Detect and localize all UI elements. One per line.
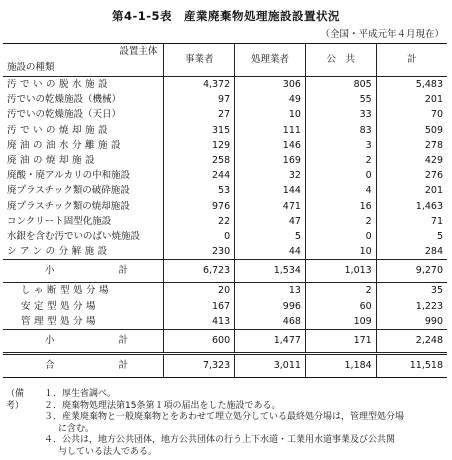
value-public: 0 bbox=[305, 168, 376, 183]
row-label: 汚でいの脱水施設 bbox=[3, 77, 164, 93]
value-public: 2 bbox=[305, 283, 376, 299]
label-left: 合 bbox=[45, 360, 55, 372]
corner-top-label: 設置主体 bbox=[3, 44, 164, 61]
table-row bbox=[3, 299, 447, 314]
table-row bbox=[3, 77, 447, 93]
value-total: 5 bbox=[376, 229, 447, 244]
table-row bbox=[3, 244, 447, 260]
subtotal-row-2-label bbox=[3, 330, 164, 354]
value-public: 10 bbox=[305, 244, 376, 260]
row-label: 汚でいの乾燥施設（機械） bbox=[7, 94, 122, 106]
value-public: 109 bbox=[305, 314, 376, 330]
table-row bbox=[3, 107, 447, 122]
value-public: 16 bbox=[305, 199, 376, 214]
value-contractor: 169 bbox=[235, 153, 306, 168]
subtotal-row-1 bbox=[3, 260, 447, 283]
table-row bbox=[3, 183, 447, 198]
value-total: 71 bbox=[376, 214, 447, 229]
value-total: 35 bbox=[376, 283, 447, 299]
value-business: 20 bbox=[164, 283, 235, 299]
value-total: 2,248 bbox=[376, 330, 447, 354]
note-item: ４．公共は，地方公共団体，地方公共団体の行う上下水道・工業用水道事業及び公共関 bbox=[44, 435, 396, 445]
value-business: 167 bbox=[164, 299, 235, 314]
note-item: に含む。 bbox=[58, 423, 95, 434]
row-label: 廃油の油水分離施設 bbox=[7, 139, 125, 151]
value-public: 2 bbox=[305, 214, 376, 229]
value-business: 230 bbox=[164, 244, 235, 260]
value-contractor: 47 bbox=[235, 214, 306, 229]
value-total: 5,483 bbox=[376, 77, 447, 93]
value-public: 33 bbox=[305, 107, 376, 122]
value-total: 201 bbox=[376, 183, 447, 198]
label-left: 小 bbox=[45, 335, 55, 347]
value-contractor: 13 bbox=[235, 283, 306, 299]
value-public: 55 bbox=[305, 92, 376, 107]
value-contractor: 306 bbox=[235, 77, 306, 93]
table-row bbox=[3, 214, 447, 229]
value-total: 509 bbox=[376, 123, 447, 138]
value-public: 171 bbox=[305, 330, 376, 354]
value-contractor: 49 bbox=[235, 92, 306, 107]
value-business: 4,372 bbox=[164, 77, 235, 93]
value-total: 990 bbox=[376, 314, 447, 330]
value-total: 1,463 bbox=[376, 199, 447, 214]
header-row-top bbox=[3, 44, 447, 61]
total-row-label bbox=[3, 354, 164, 378]
value-total: 11,518 bbox=[376, 354, 447, 378]
col-header-public: 公 共 bbox=[305, 44, 376, 77]
value-total: 9,270 bbox=[376, 260, 447, 283]
value-business: 129 bbox=[164, 138, 235, 153]
value-public: 4 bbox=[305, 183, 376, 198]
row-label: 廃プラスチック類の破砕施設 bbox=[7, 185, 130, 197]
row-label: 管理型処分場 bbox=[21, 315, 100, 327]
value-contractor: 146 bbox=[235, 138, 306, 153]
value-contractor: 5 bbox=[235, 229, 306, 244]
row-label: 廃酸・廃アルカリの中和施設 bbox=[7, 170, 131, 182]
table-row bbox=[3, 229, 447, 244]
row-label: 安定型処分場 bbox=[21, 300, 100, 312]
label-right: 計 bbox=[118, 265, 129, 277]
facility-table bbox=[3, 43, 447, 378]
subtotal-row-1-label bbox=[3, 260, 164, 283]
corner-bottom-label: 施設の種類 bbox=[7, 62, 55, 73]
value-business: 258 bbox=[164, 153, 235, 168]
table-row bbox=[3, 153, 447, 168]
value-business: 22 bbox=[164, 214, 235, 229]
value-total: 284 bbox=[376, 244, 447, 260]
value-business: 27 bbox=[164, 107, 235, 122]
table-row bbox=[3, 168, 447, 183]
row-label: 水銀を含む汚でいのばい焼施設 bbox=[7, 231, 141, 243]
value-public: 3 bbox=[305, 138, 376, 153]
value-business: 976 bbox=[164, 199, 235, 214]
note-item: ３．産業廃棄物と一般廃棄物とをあわせて埋立処分している最終処分場は，管理型処分場 bbox=[44, 412, 405, 422]
table-row bbox=[3, 92, 447, 107]
value-total: 429 bbox=[376, 153, 447, 168]
value-business: 7,323 bbox=[164, 354, 235, 378]
value-public: 1,013 bbox=[305, 260, 376, 283]
table-row bbox=[3, 138, 447, 153]
total-row bbox=[3, 354, 447, 378]
value-public: 60 bbox=[305, 299, 376, 314]
value-total: 278 bbox=[376, 138, 447, 153]
col-header-business: 事業者 bbox=[164, 44, 235, 77]
note-item: １．厚生省調べ。 bbox=[44, 389, 117, 399]
subtotal-row-2 bbox=[3, 330, 447, 354]
value-business: 315 bbox=[164, 123, 235, 138]
label-left: 小 bbox=[45, 265, 55, 277]
value-contractor: 111 bbox=[235, 123, 306, 138]
value-contractor: 1,477 bbox=[235, 330, 306, 354]
row-label: 廃油の焼却施設 bbox=[7, 155, 99, 167]
label-right: 計 bbox=[118, 335, 129, 347]
value-contractor: 1,534 bbox=[235, 260, 306, 283]
value-contractor: 32 bbox=[235, 168, 306, 183]
value-business: 0 bbox=[164, 229, 235, 244]
value-contractor: 468 bbox=[235, 314, 306, 330]
value-business: 97 bbox=[164, 92, 235, 107]
value-contractor: 44 bbox=[235, 244, 306, 260]
value-total: 70 bbox=[376, 107, 447, 122]
value-total: 1,223 bbox=[376, 299, 447, 314]
value-total: 276 bbox=[376, 168, 447, 183]
note-item: 与している法人である。 bbox=[58, 446, 158, 457]
row-label: 汚でいの乾燥施設（天日） bbox=[7, 109, 122, 121]
table-row bbox=[3, 199, 447, 214]
notes-head: （備考） bbox=[6, 389, 25, 411]
value-public: 805 bbox=[305, 77, 376, 93]
table-row bbox=[3, 283, 447, 299]
value-total: 201 bbox=[376, 92, 447, 107]
value-contractor: 996 bbox=[235, 299, 306, 314]
note-item: ２．廃棄物処理法第15条第１項の届出をした施設である。 bbox=[44, 400, 281, 411]
value-contractor: 10 bbox=[235, 107, 306, 122]
row-label: シアンの分解施設 bbox=[7, 246, 111, 258]
value-business: 600 bbox=[164, 330, 235, 354]
table-row bbox=[3, 314, 447, 330]
table-title: 第4-1-5表 産業廃棄物処理施設設置状況 bbox=[111, 9, 341, 23]
value-business: 6,723 bbox=[164, 260, 235, 283]
row-label: コンクリート固型化施設 bbox=[7, 215, 112, 227]
value-contractor: 471 bbox=[235, 199, 306, 214]
col-header-total: 計 bbox=[376, 44, 447, 77]
value-public: 1,184 bbox=[305, 354, 376, 378]
value-contractor: 3,011 bbox=[235, 354, 306, 378]
value-public: 83 bbox=[305, 123, 376, 138]
row-label: 廃プラスチック類の焼却施設 bbox=[7, 200, 130, 212]
value-business: 244 bbox=[164, 168, 235, 183]
row-label: 汚でいの焼却施設 bbox=[7, 124, 112, 136]
value-business: 53 bbox=[164, 183, 235, 198]
value-public: 0 bbox=[305, 229, 376, 244]
table-subtitle: （全国・平成元年４月現在） bbox=[320, 29, 444, 40]
table-row bbox=[3, 123, 447, 138]
label-right: 計 bbox=[118, 360, 129, 372]
value-business: 413 bbox=[164, 314, 235, 330]
value-contractor: 144 bbox=[235, 183, 306, 198]
col-header-contractor: 処理業者 bbox=[235, 44, 306, 77]
row-label: しゃ断型処分場 bbox=[3, 283, 164, 299]
notes-list bbox=[44, 389, 444, 458]
value-public: 2 bbox=[305, 153, 376, 168]
